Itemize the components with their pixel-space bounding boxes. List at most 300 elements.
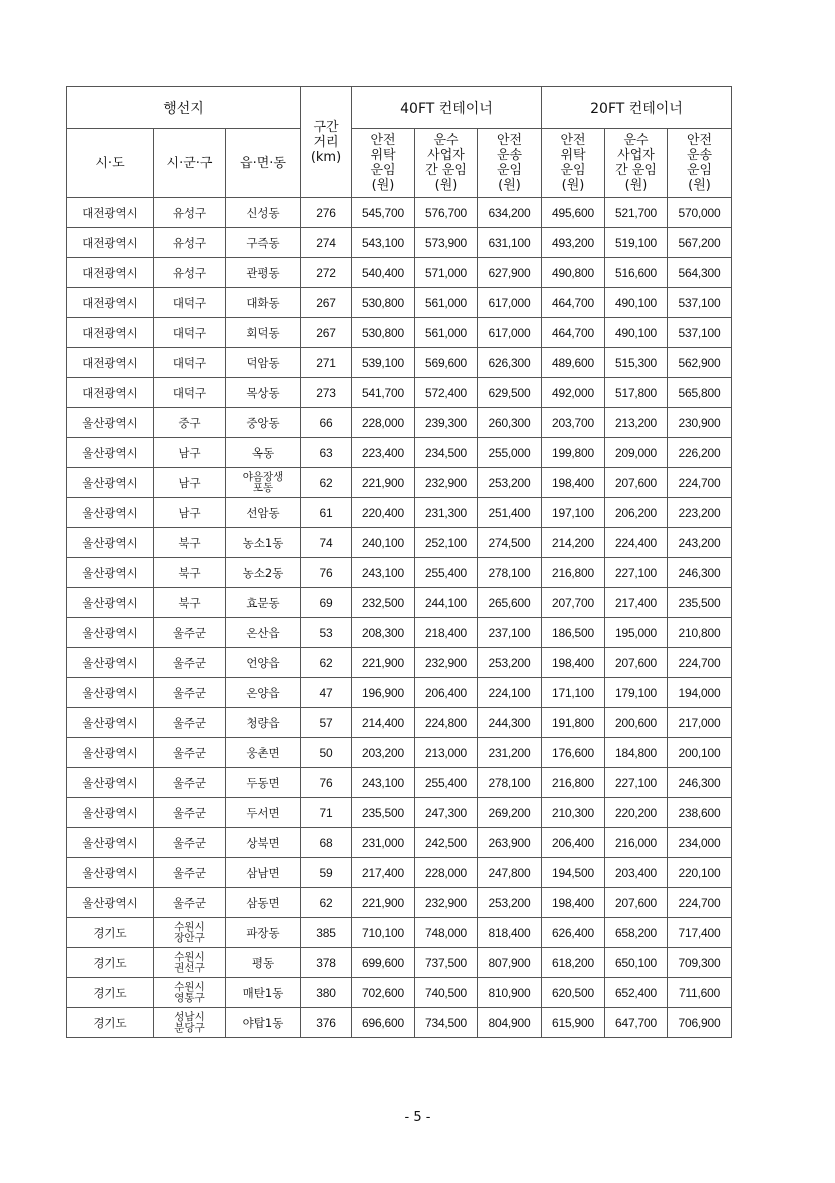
table-cell: 울산광역시 <box>67 588 154 618</box>
table-cell: 울산광역시 <box>67 828 154 858</box>
table-cell: 효문동 <box>226 588 301 618</box>
table-cell: 278,100 <box>478 558 542 588</box>
table-cell: 696,600 <box>352 1008 415 1038</box>
table-cell: 620,500 <box>542 978 605 1008</box>
table-cell: 195,000 <box>605 618 668 648</box>
table-cell: 576,700 <box>415 198 478 228</box>
table-cell: 관평동 <box>226 258 301 288</box>
table-cell: 652,400 <box>605 978 668 1008</box>
table-cell: 213,200 <box>605 408 668 438</box>
table-cell: 247,300 <box>415 798 478 828</box>
table-cell: 530,800 <box>352 288 415 318</box>
table-cell: 66 <box>301 408 352 438</box>
table-cell: 194,500 <box>542 858 605 888</box>
table-row <box>67 918 732 948</box>
table-cell: 53 <box>301 618 352 648</box>
table-cell: 220,400 <box>352 498 415 528</box>
header-sido: 시·도 <box>67 129 154 198</box>
table-cell: 울주군 <box>154 768 226 798</box>
table-cell: 734,500 <box>415 1008 478 1038</box>
table-cell: 569,600 <box>415 348 478 378</box>
table-cell: 울산광역시 <box>67 408 154 438</box>
table-cell: 810,900 <box>478 978 542 1008</box>
table-cell: 221,900 <box>352 648 415 678</box>
table-cell: 울산광역시 <box>67 858 154 888</box>
table-cell: 380 <box>301 978 352 1008</box>
table-cell: 214,400 <box>352 708 415 738</box>
table-cell: 207,600 <box>605 468 668 498</box>
table-cell: 경기도 <box>67 1008 154 1038</box>
table-cell: 244,300 <box>478 708 542 738</box>
table-cell: 650,100 <box>605 948 668 978</box>
table-cell: 68 <box>301 828 352 858</box>
table-cell: 647,700 <box>605 1008 668 1038</box>
table-cell: 191,800 <box>542 708 605 738</box>
table-cell: 198,400 <box>542 468 605 498</box>
rate-table <box>66 86 732 1038</box>
table-cell: 617,000 <box>478 318 542 348</box>
table-cell: 226,200 <box>668 438 732 468</box>
table-cell: 울주군 <box>154 648 226 678</box>
table-cell: 224,400 <box>605 528 668 558</box>
table-cell: 220,100 <box>668 858 732 888</box>
header-20ft-safe-transport-text: 안전 운송 운임 (원) <box>686 133 713 193</box>
table-cell: 두동면 <box>226 768 301 798</box>
table-row <box>67 528 732 558</box>
table-row <box>67 678 732 708</box>
table-cell: 62 <box>301 468 352 498</box>
table-cell: 539,100 <box>352 348 415 378</box>
table-cell: 217,000 <box>668 708 732 738</box>
header-40ft-carrier-text: 운수 사업자 간 운임 (원) <box>425 133 467 193</box>
table-cell: 274 <box>301 228 352 258</box>
table-cell: 69 <box>301 588 352 618</box>
table-cell: 200,100 <box>668 738 732 768</box>
table-cell: 274,500 <box>478 528 542 558</box>
table-row <box>67 768 732 798</box>
table-cell: 북구 <box>154 528 226 558</box>
table-cell: 530,800 <box>352 318 415 348</box>
table-cell: 489,600 <box>542 348 605 378</box>
table-cell: 수원시 권선구 <box>154 948 226 978</box>
table-row <box>67 498 732 528</box>
table-cell: 234,500 <box>415 438 478 468</box>
table-cell: 대덕구 <box>154 318 226 348</box>
table-cell: 243,100 <box>352 768 415 798</box>
table-cell: 631,100 <box>478 228 542 258</box>
table-cell: 737,500 <box>415 948 478 978</box>
table-cell: 울산광역시 <box>67 768 154 798</box>
table-cell: 235,500 <box>352 798 415 828</box>
table-cell: 217,400 <box>352 858 415 888</box>
table-cell: 온양읍 <box>226 678 301 708</box>
header-20ft-carrier-text: 운수 사업자 간 운임 (원) <box>615 133 657 193</box>
table-row <box>67 618 732 648</box>
table-cell: 227,100 <box>605 558 668 588</box>
table-cell: 634,200 <box>478 198 542 228</box>
table-cell: 376 <box>301 1008 352 1038</box>
table-cell: 490,800 <box>542 258 605 288</box>
table-cell: 대전광역시 <box>67 228 154 258</box>
table-cell: 대전광역시 <box>67 378 154 408</box>
table-cell: 울주군 <box>154 618 226 648</box>
table-cell: 203,400 <box>605 858 668 888</box>
table-cell: 울주군 <box>154 798 226 828</box>
table-cell: 농소2동 <box>226 558 301 588</box>
table-cell: 울주군 <box>154 678 226 708</box>
table-cell: 선암동 <box>226 498 301 528</box>
table-cell: 537,100 <box>668 288 732 318</box>
table-cell: 50 <box>301 738 352 768</box>
table-cell: 626,300 <box>478 348 542 378</box>
table-cell: 709,300 <box>668 948 732 978</box>
table-cell: 278,100 <box>478 768 542 798</box>
table-cell: 232,900 <box>415 468 478 498</box>
table-cell: 206,200 <box>605 498 668 528</box>
table-cell: 658,200 <box>605 918 668 948</box>
table-cell: 214,200 <box>542 528 605 558</box>
table-cell: 517,800 <box>605 378 668 408</box>
header-40ft-carrier <box>415 129 478 198</box>
table-cell: 유성구 <box>154 228 226 258</box>
table-cell: 210,300 <box>542 798 605 828</box>
table-cell: 76 <box>301 558 352 588</box>
table-cell: 571,000 <box>415 258 478 288</box>
table-cell: 울산광역시 <box>67 468 154 498</box>
table-cell: 울주군 <box>154 708 226 738</box>
table-row <box>67 798 732 828</box>
table-cell: 179,100 <box>605 678 668 708</box>
table-cell: 중구 <box>154 408 226 438</box>
table-cell: 울산광역시 <box>67 528 154 558</box>
table-cell: 213,000 <box>415 738 478 768</box>
table-cell: 성남시 분당구 <box>154 1008 226 1038</box>
table-row <box>67 198 732 228</box>
table-cell: 울주군 <box>154 858 226 888</box>
table-cell: 남구 <box>154 468 226 498</box>
table-cell: 561,000 <box>415 318 478 348</box>
table-cell: 516,600 <box>605 258 668 288</box>
header-20ft: 20FT 컨테이너 <box>542 87 732 129</box>
table-cell: 232,900 <box>415 648 478 678</box>
table-cell: 246,300 <box>668 558 732 588</box>
table-row <box>67 888 732 918</box>
header-sigungu: 시·군·구 <box>154 129 226 198</box>
table-cell: 171,100 <box>542 678 605 708</box>
table-row <box>67 828 732 858</box>
table-cell: 221,900 <box>352 468 415 498</box>
table-row <box>67 468 732 498</box>
table-cell: 385 <box>301 918 352 948</box>
table-row <box>67 348 732 378</box>
table-cell: 웅촌면 <box>226 738 301 768</box>
table-cell: 378 <box>301 948 352 978</box>
table-row <box>67 378 732 408</box>
table-cell: 235,500 <box>668 588 732 618</box>
table-cell: 덕암동 <box>226 348 301 378</box>
table-cell: 711,600 <box>668 978 732 1008</box>
table-cell: 224,700 <box>668 888 732 918</box>
header-region: 행선지 <box>67 87 301 129</box>
table-cell: 수원시 장안구 <box>154 918 226 948</box>
table-row <box>67 1008 732 1038</box>
table-cell: 276 <box>301 198 352 228</box>
table-cell: 493,200 <box>542 228 605 258</box>
table-cell: 706,900 <box>668 1008 732 1038</box>
table-cell: 울주군 <box>154 888 226 918</box>
table-cell: 269,200 <box>478 798 542 828</box>
table-cell: 197,100 <box>542 498 605 528</box>
table-cell: 북구 <box>154 588 226 618</box>
table-cell: 울산광역시 <box>67 708 154 738</box>
table-cell: 710,100 <box>352 918 415 948</box>
table-row <box>67 228 732 258</box>
table-cell: 230,900 <box>668 408 732 438</box>
table-cell: 63 <box>301 438 352 468</box>
table-row <box>67 288 732 318</box>
table-cell: 228,000 <box>352 408 415 438</box>
table-cell: 신성동 <box>226 198 301 228</box>
table-cell: 748,000 <box>415 918 478 948</box>
table-cell: 삼동면 <box>226 888 301 918</box>
table-cell: 272 <box>301 258 352 288</box>
rate-table-body <box>67 198 732 1038</box>
table-cell: 200,600 <box>605 708 668 738</box>
table-cell: 464,700 <box>542 318 605 348</box>
table-cell: 464,700 <box>542 288 605 318</box>
table-cell: 234,000 <box>668 828 732 858</box>
table-cell: 울주군 <box>154 828 226 858</box>
table-cell: 271 <box>301 348 352 378</box>
table-cell: 224,700 <box>668 468 732 498</box>
table-cell: 농소1동 <box>226 528 301 558</box>
table-cell: 야탑1동 <box>226 1008 301 1038</box>
table-cell: 61 <box>301 498 352 528</box>
table-cell: 537,100 <box>668 318 732 348</box>
table-cell: 615,900 <box>542 1008 605 1038</box>
table-cell: 울산광역시 <box>67 618 154 648</box>
table-cell: 265,600 <box>478 588 542 618</box>
table-cell: 223,400 <box>352 438 415 468</box>
table-cell: 807,900 <box>478 948 542 978</box>
table-cell: 남구 <box>154 438 226 468</box>
table-cell: 246,300 <box>668 768 732 798</box>
table-cell: 206,400 <box>415 678 478 708</box>
table-cell: 62 <box>301 888 352 918</box>
table-cell: 255,400 <box>415 768 478 798</box>
table-cell: 청량읍 <box>226 708 301 738</box>
table-cell: 231,000 <box>352 828 415 858</box>
table-cell: 199,800 <box>542 438 605 468</box>
table-cell: 273 <box>301 378 352 408</box>
table-cell: 490,100 <box>605 318 668 348</box>
table-cell: 176,600 <box>542 738 605 768</box>
page-number: - 5 - <box>404 1110 431 1125</box>
table-cell: 상북면 <box>226 828 301 858</box>
table-cell: 대덕구 <box>154 378 226 408</box>
table-cell: 570,000 <box>668 198 732 228</box>
table-cell: 울산광역시 <box>67 438 154 468</box>
table-row <box>67 318 732 348</box>
table-cell: 대덕구 <box>154 348 226 378</box>
header-40ft: 40FT 컨테이너 <box>352 87 542 129</box>
table-cell: 495,600 <box>542 198 605 228</box>
table-cell: 216,000 <box>605 828 668 858</box>
table-cell: 267 <box>301 318 352 348</box>
table-row <box>67 978 732 1008</box>
table-cell: 207,600 <box>605 648 668 678</box>
table-cell: 대전광역시 <box>67 288 154 318</box>
table-cell: 57 <box>301 708 352 738</box>
table-cell: 239,300 <box>415 408 478 438</box>
table-cell: 818,400 <box>478 918 542 948</box>
table-cell: 울주군 <box>154 738 226 768</box>
header-40ft-safe-transport <box>478 129 542 198</box>
table-cell: 203,200 <box>352 738 415 768</box>
table-cell: 매탄1동 <box>226 978 301 1008</box>
table-cell: 대화동 <box>226 288 301 318</box>
table-cell: 196,900 <box>352 678 415 708</box>
header-eupmyeondong: 읍·면·동 <box>226 129 301 198</box>
table-cell: 71 <box>301 798 352 828</box>
table-cell: 260,300 <box>478 408 542 438</box>
table-cell: 243,200 <box>668 528 732 558</box>
table-cell: 243,100 <box>352 558 415 588</box>
table-cell: 울산광역시 <box>67 678 154 708</box>
table-cell: 565,800 <box>668 378 732 408</box>
table-row <box>67 258 732 288</box>
table-cell: 618,200 <box>542 948 605 978</box>
table-row <box>67 708 732 738</box>
table-cell: 온산읍 <box>226 618 301 648</box>
table-cell: 237,100 <box>478 618 542 648</box>
table-cell: 207,700 <box>542 588 605 618</box>
table-cell: 186,500 <box>542 618 605 648</box>
table-cell: 231,200 <box>478 738 542 768</box>
table-cell: 699,600 <box>352 948 415 978</box>
table-cell: 구즉동 <box>226 228 301 258</box>
table-cell: 267 <box>301 288 352 318</box>
table-cell: 경기도 <box>67 918 154 948</box>
header-40ft-safe-consign <box>352 129 415 198</box>
table-row <box>67 948 732 978</box>
table-row <box>67 438 732 468</box>
table-cell: 59 <box>301 858 352 888</box>
table-cell: 울산광역시 <box>67 738 154 768</box>
table-cell: 545,700 <box>352 198 415 228</box>
table-cell: 194,000 <box>668 678 732 708</box>
table-cell: 평동 <box>226 948 301 978</box>
table-cell: 220,200 <box>605 798 668 828</box>
table-row <box>67 648 732 678</box>
table-cell: 223,200 <box>668 498 732 528</box>
table-cell: 253,200 <box>478 888 542 918</box>
table-cell: 울산광역시 <box>67 888 154 918</box>
header-20ft-safe-consign-text: 안전 위탁 운임 (원) <box>560 133 586 193</box>
table-cell: 203,700 <box>542 408 605 438</box>
table-cell: 224,700 <box>668 648 732 678</box>
table-cell: 252,100 <box>415 528 478 558</box>
header-20ft-carrier <box>605 129 668 198</box>
table-cell: 유성구 <box>154 198 226 228</box>
table-cell: 519,100 <box>605 228 668 258</box>
table-cell: 184,800 <box>605 738 668 768</box>
table-cell: 572,400 <box>415 378 478 408</box>
table-cell: 562,900 <box>668 348 732 378</box>
table-cell: 대전광역시 <box>67 198 154 228</box>
table-cell: 북구 <box>154 558 226 588</box>
table-row <box>67 858 732 888</box>
table-cell: 521,700 <box>605 198 668 228</box>
header-distance <box>301 87 352 198</box>
table-cell: 255,400 <box>415 558 478 588</box>
table-cell: 209,000 <box>605 438 668 468</box>
table-cell: 대전광역시 <box>67 318 154 348</box>
table-cell: 617,000 <box>478 288 542 318</box>
table-cell: 유성구 <box>154 258 226 288</box>
table-cell: 62 <box>301 648 352 678</box>
table-cell: 회덕동 <box>226 318 301 348</box>
table-cell: 중앙동 <box>226 408 301 438</box>
table-cell: 47 <box>301 678 352 708</box>
table-cell: 목상동 <box>226 378 301 408</box>
table-cell: 남구 <box>154 498 226 528</box>
table-cell: 대전광역시 <box>67 258 154 288</box>
table-cell: 629,500 <box>478 378 542 408</box>
table-cell: 543,100 <box>352 228 415 258</box>
table-cell: 702,600 <box>352 978 415 1008</box>
table-cell: 218,400 <box>415 618 478 648</box>
table-cell: 240,100 <box>352 528 415 558</box>
table-cell: 224,800 <box>415 708 478 738</box>
table-cell: 야음장생 포동 <box>226 468 301 498</box>
table-cell: 492,000 <box>542 378 605 408</box>
table-cell: 255,000 <box>478 438 542 468</box>
table-cell: 74 <box>301 528 352 558</box>
header-distance-text: 구간 거리 (km) <box>310 119 342 165</box>
header-20ft-safe-consign <box>542 129 605 198</box>
header-20ft-safe-transport <box>668 129 732 198</box>
table-cell: 파장동 <box>226 918 301 948</box>
table-cell: 76 <box>301 768 352 798</box>
table-cell: 207,600 <box>605 888 668 918</box>
table-cell: 232,900 <box>415 888 478 918</box>
table-cell: 232,500 <box>352 588 415 618</box>
table-cell: 198,400 <box>542 888 605 918</box>
table-cell: 573,900 <box>415 228 478 258</box>
table-cell: 626,400 <box>542 918 605 948</box>
table-row <box>67 588 732 618</box>
table-cell: 울산광역시 <box>67 558 154 588</box>
table-cell: 253,200 <box>478 468 542 498</box>
table-cell: 206,400 <box>542 828 605 858</box>
table-cell: 540,400 <box>352 258 415 288</box>
table-cell: 울산광역시 <box>67 498 154 528</box>
table-cell: 228,000 <box>415 858 478 888</box>
table-cell: 울산광역시 <box>67 798 154 828</box>
table-cell: 198,400 <box>542 648 605 678</box>
table-cell: 244,100 <box>415 588 478 618</box>
table-row <box>67 558 732 588</box>
table-cell: 수원시 영통구 <box>154 978 226 1008</box>
table-cell: 717,400 <box>668 918 732 948</box>
table-cell: 경기도 <box>67 948 154 978</box>
table-cell: 210,800 <box>668 618 732 648</box>
table-cell: 490,100 <box>605 288 668 318</box>
table-cell: 언양읍 <box>226 648 301 678</box>
table-cell: 두서면 <box>226 798 301 828</box>
header-40ft-safe-consign-text: 안전 위탁 운임 (원) <box>370 133 396 193</box>
